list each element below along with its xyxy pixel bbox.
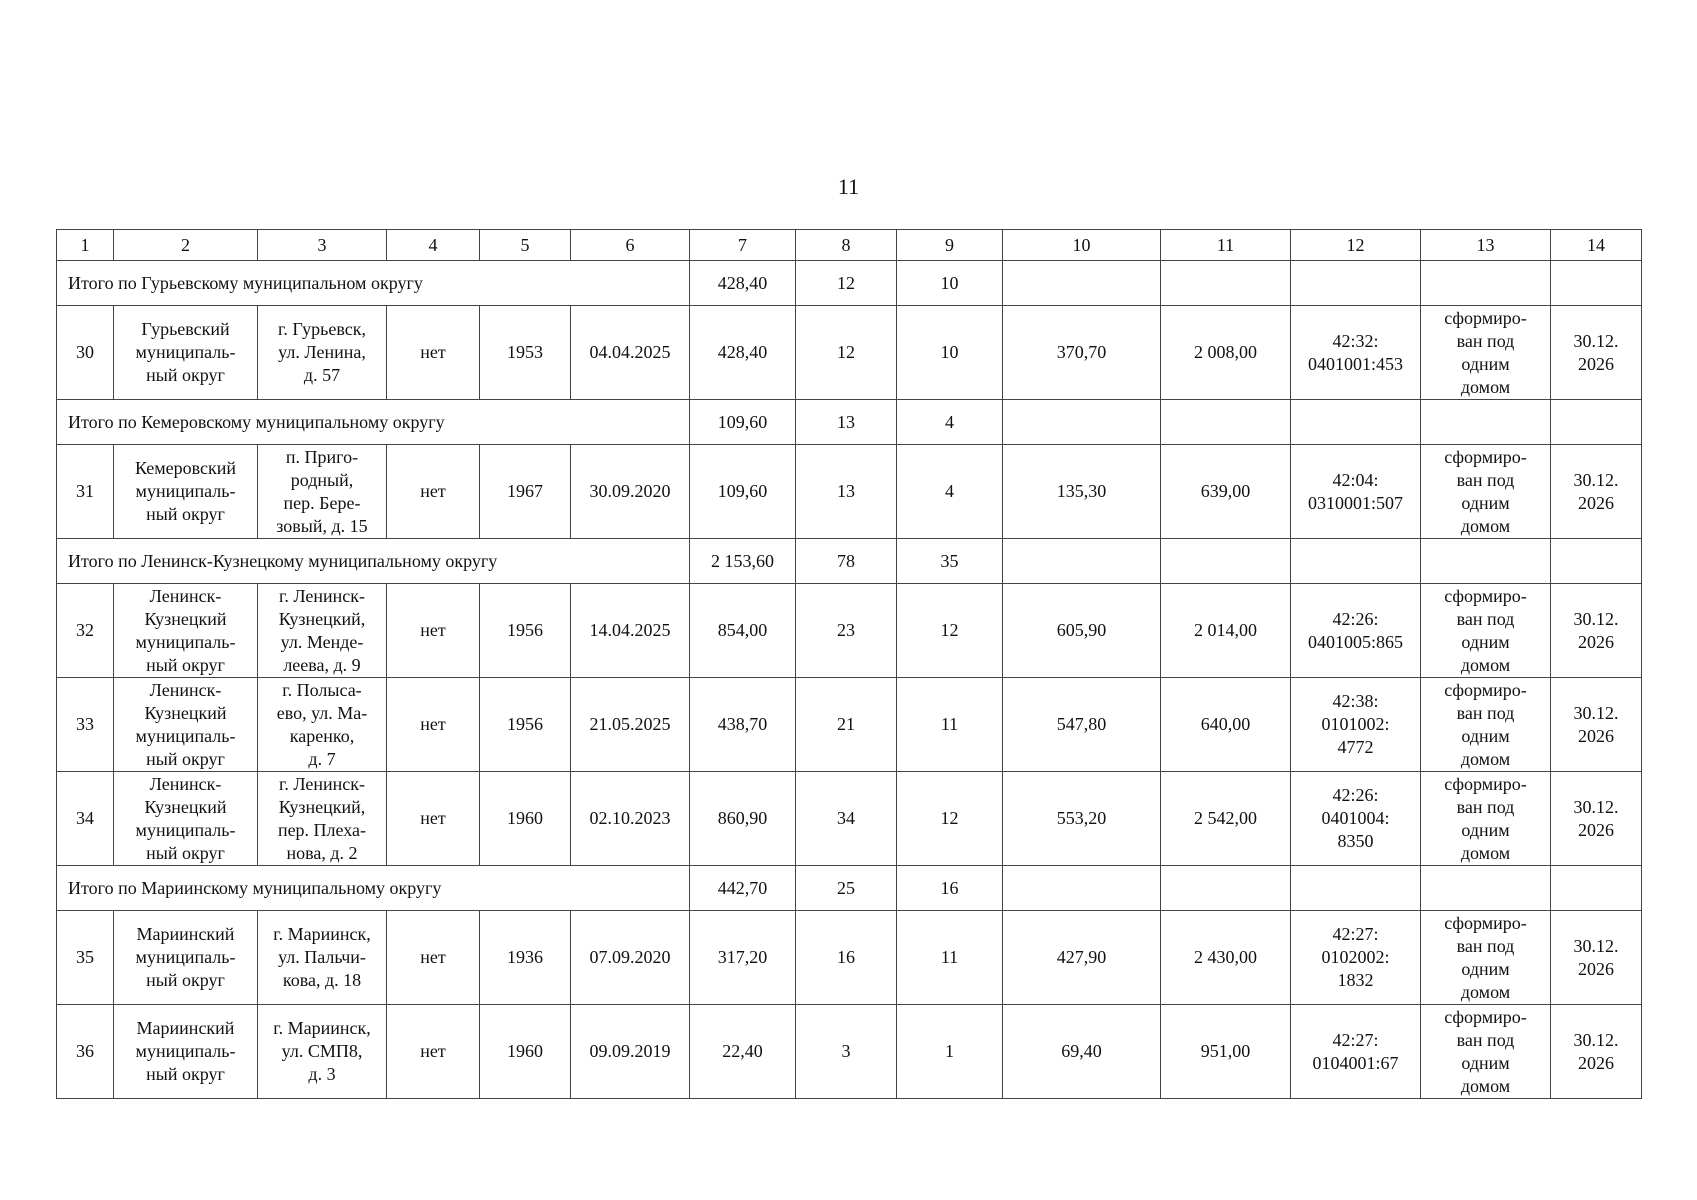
column-number: 13: [1421, 230, 1551, 261]
district-total-row: [57, 866, 1642, 911]
cell-col-11: 951,00: [1161, 1005, 1291, 1099]
cell-col-11: 640,00: [1161, 678, 1291, 772]
register-table: [56, 229, 1642, 1099]
total-residents: 25: [796, 866, 897, 911]
cell-col-4: нет: [387, 678, 480, 772]
municipality: Мариинский муниципаль- ный округ: [114, 911, 258, 1005]
deadline-date: 30.12. 2026: [1551, 911, 1642, 1005]
municipality: Мариинский муниципаль- ный округ: [114, 1005, 258, 1099]
land-status: сформиро- ван под одним домом: [1421, 772, 1551, 866]
municipality: Ленинск- Кузнецкий муниципаль- ный округ: [114, 772, 258, 866]
total-premises: 35: [897, 539, 1003, 584]
cell-col-4: нет: [387, 306, 480, 400]
district-total-label: Итого по Гурьевскому муниципальном округу: [57, 261, 690, 306]
column-number: 11: [1161, 230, 1291, 261]
residents: 3: [796, 1005, 897, 1099]
cadastral-number: 42:26: 0401005:865: [1291, 584, 1421, 678]
land-status: сформиро- ван под одним домом: [1421, 306, 1551, 400]
total-area: 428,40: [690, 261, 796, 306]
total-premises: 10: [897, 261, 1003, 306]
cell-col-4: нет: [387, 445, 480, 539]
cadastral-number: 42:32: 0401001:453: [1291, 306, 1421, 400]
empty-cell: [1161, 400, 1291, 445]
cadastral-number: 42:38: 0101002: 4772: [1291, 678, 1421, 772]
empty-cell: [1003, 866, 1161, 911]
area: 438,70: [690, 678, 796, 772]
date: 09.09.2019: [571, 1005, 690, 1099]
residents: 23: [796, 584, 897, 678]
cell-col-10: 427,90: [1003, 911, 1161, 1005]
row-number: 36: [57, 1005, 114, 1099]
column-number: 5: [480, 230, 571, 261]
address: г. Ленинск- Кузнецкий, ул. Менде- леева, д. 9: [258, 584, 387, 678]
year-built: 1967: [480, 445, 571, 539]
date: 04.04.2025: [571, 306, 690, 400]
row-number: 31: [57, 445, 114, 539]
address: г. Полыса- ево, ул. Ма- каренко, д. 7: [258, 678, 387, 772]
cell-col-10: 547,80: [1003, 678, 1161, 772]
district-total-row: [57, 539, 1642, 584]
land-status: сформиро- ван под одним домом: [1421, 911, 1551, 1005]
area: 317,20: [690, 911, 796, 1005]
empty-cell: [1551, 866, 1642, 911]
column-number: 7: [690, 230, 796, 261]
total-residents: 13: [796, 400, 897, 445]
district-total-row: [57, 400, 1642, 445]
area: 109,60: [690, 445, 796, 539]
cadastral-number: 42:27: 0102002: 1832: [1291, 911, 1421, 1005]
deadline-date: 30.12. 2026: [1551, 306, 1642, 400]
table-row: [57, 306, 1642, 400]
empty-cell: [1421, 539, 1551, 584]
total-residents: 12: [796, 261, 897, 306]
residents: 12: [796, 306, 897, 400]
empty-cell: [1421, 400, 1551, 445]
date: 02.10.2023: [571, 772, 690, 866]
year-built: 1960: [480, 1005, 571, 1099]
year-built: 1936: [480, 911, 571, 1005]
empty-cell: [1551, 400, 1642, 445]
row-number: 33: [57, 678, 114, 772]
page-number: 11: [837, 174, 860, 199]
deadline-date: 30.12. 2026: [1551, 678, 1642, 772]
municipality: Кемеровский муниципаль- ный округ: [114, 445, 258, 539]
column-number: 2: [114, 230, 258, 261]
area: 854,00: [690, 584, 796, 678]
date: 14.04.2025: [571, 584, 690, 678]
date: 07.09.2020: [571, 911, 690, 1005]
municipality: Гурьевский муниципаль- ный округ: [114, 306, 258, 400]
district-total-row: [57, 261, 1642, 306]
column-number: 14: [1551, 230, 1642, 261]
area: 860,90: [690, 772, 796, 866]
table-row: [57, 911, 1642, 1005]
address: г. Мариинск, ул. Пальчи- кова, д. 18: [258, 911, 387, 1005]
row-number: 34: [57, 772, 114, 866]
premises: 11: [897, 678, 1003, 772]
column-number: 10: [1003, 230, 1161, 261]
address: г. Гурьевск, ул. Ленина, д. 57: [258, 306, 387, 400]
cell-col-10: 370,70: [1003, 306, 1161, 400]
table-row: [57, 584, 1642, 678]
empty-cell: [1291, 866, 1421, 911]
total-area: 109,60: [690, 400, 796, 445]
date: 30.09.2020: [571, 445, 690, 539]
premises: 10: [897, 306, 1003, 400]
area: 22,40: [690, 1005, 796, 1099]
empty-cell: [1003, 261, 1161, 306]
cell-col-11: 2 430,00: [1161, 911, 1291, 1005]
row-number: 32: [57, 584, 114, 678]
total-area: 442,70: [690, 866, 796, 911]
municipality: Ленинск- Кузнецкий муниципаль- ный округ: [114, 678, 258, 772]
cell-col-11: 639,00: [1161, 445, 1291, 539]
district-total-label: Итого по Кемеровскому муниципальному округу: [57, 400, 690, 445]
column-number: 12: [1291, 230, 1421, 261]
cell-col-11: 2 542,00: [1161, 772, 1291, 866]
premises: 4: [897, 445, 1003, 539]
table-row: [57, 772, 1642, 866]
empty-cell: [1291, 261, 1421, 306]
date: 21.05.2025: [571, 678, 690, 772]
residents: 21: [796, 678, 897, 772]
cadastral-number: 42:27: 0104001:67: [1291, 1005, 1421, 1099]
deadline-date: 30.12. 2026: [1551, 772, 1642, 866]
cell-col-4: нет: [387, 1005, 480, 1099]
column-number-row: [57, 230, 1642, 261]
land-status: сформиро- ван под одним домом: [1421, 678, 1551, 772]
table-row: [57, 1005, 1642, 1099]
empty-cell: [1161, 539, 1291, 584]
column-number: 1: [57, 230, 114, 261]
cell-col-10: 605,90: [1003, 584, 1161, 678]
cell-col-4: нет: [387, 584, 480, 678]
district-total-label: Итого по Мариинскому муниципальному округу: [57, 866, 690, 911]
empty-cell: [1421, 261, 1551, 306]
land-status: сформиро- ван под одним домом: [1421, 584, 1551, 678]
empty-cell: [1291, 539, 1421, 584]
residents: 13: [796, 445, 897, 539]
row-number: 30: [57, 306, 114, 400]
empty-cell: [1161, 866, 1291, 911]
premises: 1: [897, 1005, 1003, 1099]
premises: 11: [897, 911, 1003, 1005]
total-residents: 78: [796, 539, 897, 584]
empty-cell: [1003, 539, 1161, 584]
cell-col-10: 69,40: [1003, 1005, 1161, 1099]
empty-cell: [1551, 539, 1642, 584]
cadastral-number: 42:26: 0401004: 8350: [1291, 772, 1421, 866]
empty-cell: [1421, 866, 1551, 911]
total-premises: 16: [897, 866, 1003, 911]
deadline-date: 30.12. 2026: [1551, 584, 1642, 678]
premises: 12: [897, 584, 1003, 678]
cell-col-4: нет: [387, 772, 480, 866]
area: 428,40: [690, 306, 796, 400]
district-total-label: Итого по Ленинск-Кузнецкому муниципальному округу: [57, 539, 690, 584]
year-built: 1956: [480, 678, 571, 772]
residents: 34: [796, 772, 897, 866]
cadastral-number: 42:04: 0310001:507: [1291, 445, 1421, 539]
cell-col-11: 2 008,00: [1161, 306, 1291, 400]
column-number: 8: [796, 230, 897, 261]
deadline-date: 30.12. 2026: [1551, 1005, 1642, 1099]
empty-cell: [1291, 400, 1421, 445]
premises: 12: [897, 772, 1003, 866]
address: г. Мариинск, ул. СМП8, д. 3: [258, 1005, 387, 1099]
total-premises: 4: [897, 400, 1003, 445]
column-number: 3: [258, 230, 387, 261]
row-number: 35: [57, 911, 114, 1005]
total-area: 2 153,60: [690, 539, 796, 584]
land-status: сформиро- ван под одним домом: [1421, 1005, 1551, 1099]
municipality: Ленинск- Кузнецкий муниципаль- ный округ: [114, 584, 258, 678]
empty-cell: [1003, 400, 1161, 445]
cell-col-4: нет: [387, 911, 480, 1005]
empty-cell: [1161, 261, 1291, 306]
cell-col-11: 2 014,00: [1161, 584, 1291, 678]
column-number: 9: [897, 230, 1003, 261]
year-built: 1960: [480, 772, 571, 866]
deadline-date: 30.12. 2026: [1551, 445, 1642, 539]
residents: 16: [796, 911, 897, 1005]
address: г. Ленинск- Кузнецкий, пер. Плеха- нова, д. 2: [258, 772, 387, 866]
cell-col-10: 553,20: [1003, 772, 1161, 866]
year-built: 1953: [480, 306, 571, 400]
table-row: [57, 678, 1642, 772]
address: п. Приго- родный, пер. Бере- зовый, д. 15: [258, 445, 387, 539]
table-row: [57, 445, 1642, 539]
column-number: 6: [571, 230, 690, 261]
column-number: 4: [387, 230, 480, 261]
cell-col-10: 135,30: [1003, 445, 1161, 539]
land-status: сформиро- ван под одним домом: [1421, 445, 1551, 539]
year-built: 1956: [480, 584, 571, 678]
empty-cell: [1551, 261, 1642, 306]
